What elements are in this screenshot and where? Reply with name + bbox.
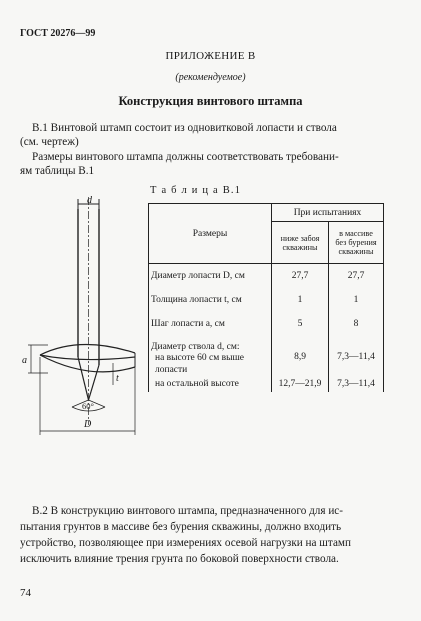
col-header-below-line2: скважины: [282, 242, 318, 252]
stem-sub1: [149, 352, 272, 376]
stem-sub1-line1: на высоте 60 см выше: [155, 352, 245, 363]
standard-header: ГОСТ 20276—99: [20, 28, 96, 39]
table-row: [149, 336, 384, 352]
appendix-title: Конструкция винтового штампа: [118, 94, 303, 108]
cone-left: [78, 357, 89, 400]
paragraph-b2-line1: В.2 В конструкцию винтового штампа, предназначенного для ис-: [32, 505, 343, 517]
col-header-below-line1: ниже забоя: [280, 233, 320, 243]
col-header-massif-line3: скважины: [338, 247, 374, 256]
screw-plate-drawing: [20, 195, 145, 440]
table-row: [149, 352, 384, 376]
cone-right: [89, 365, 100, 400]
paragraph-b2-line4: исключить влияние трения грунта по боковой поверхности ствола.: [20, 553, 339, 565]
col-header-sizes: Размеры: [149, 204, 272, 264]
stem-sub2-below: 12,7—21,9: [272, 376, 329, 392]
table-row: [149, 264, 384, 288]
paragraph-b1b-line2: ям таблицы В.1: [20, 165, 95, 177]
table-row: [149, 288, 384, 312]
paragraph-b1-line1: В.1 Винтовой штамп состоит из одновитковой лопасти и ствола: [32, 122, 337, 134]
paragraph-b1-line2: (см. чертеж): [20, 136, 79, 148]
appendix-label: ПРИЛОЖЕНИЕ В: [165, 50, 256, 62]
blade-mid: [40, 355, 135, 360]
appendix-status: (рекомендуемое): [175, 72, 246, 83]
label-t: t: [116, 373, 119, 384]
stem-sub1-massif: 7,3—11,4: [329, 352, 384, 376]
paragraph-b2-line3: устройство, позволяющее при измерениях осевой нагрузки на штамп: [20, 537, 351, 549]
col-header-massif-line1: в массиве: [339, 229, 373, 238]
label-D: D: [84, 419, 92, 430]
stem-title: Диаметр ствола d, см:: [149, 336, 272, 352]
dimensions-table: [148, 203, 384, 392]
row-name: Диаметр лопасти D, см: [149, 264, 272, 288]
table-row: [149, 312, 384, 336]
paragraph-b2-line2: пытания грунтов в массиве без бурения скважины, должно входить: [20, 521, 342, 533]
table-row: [149, 376, 384, 392]
col-header-below: [272, 222, 329, 264]
row-name: Шаг лопасти a, см: [149, 312, 272, 336]
paragraph-b1b-line1: Размеры винтового штампа должны соответствовать требовани-: [32, 151, 339, 163]
stem-sub1-line2: лопасти: [155, 364, 188, 375]
stem-sub1-below: 8,9: [272, 352, 329, 376]
col-header-massif: [329, 222, 384, 264]
blade-top: [40, 344, 135, 355]
row-name: Толщина лопасти t, см: [149, 288, 272, 312]
label-d: d: [87, 195, 92, 206]
col-header-group: При испытаниях: [272, 204, 384, 222]
row-massif: 27,7: [329, 264, 384, 288]
label-angle: 60°: [82, 401, 94, 411]
label-a: a: [22, 355, 27, 366]
stem-sub2: на остальной высоте: [149, 376, 272, 392]
row-massif: 8: [329, 312, 384, 336]
row-below: 5: [272, 312, 329, 336]
stem-sub2-massif: 7,3—11,4: [329, 376, 384, 392]
table-caption: Т а б л и ц а В.1: [150, 185, 242, 196]
page-number: 74: [20, 587, 31, 599]
col-header-massif-line2: без бурения: [335, 238, 377, 247]
row-below: 1: [272, 288, 329, 312]
row-massif: 1: [329, 288, 384, 312]
row-below: 27,7: [272, 264, 329, 288]
